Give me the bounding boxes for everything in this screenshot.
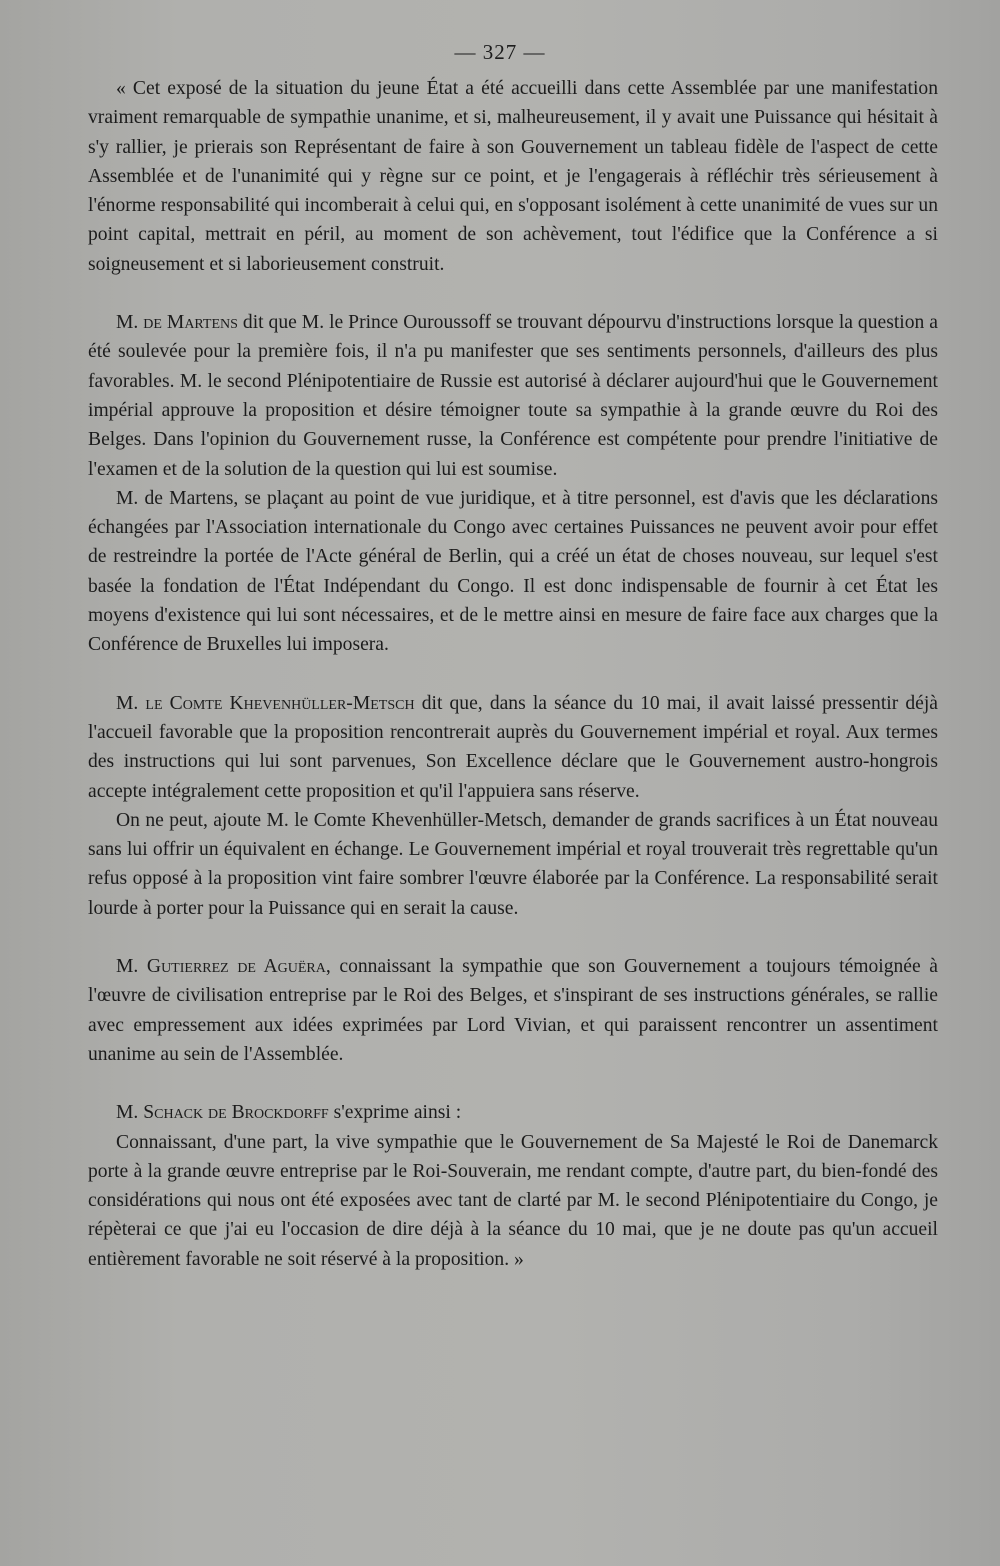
- speaker-name: M. de Martens: [116, 312, 238, 334]
- paragraph-khevenhuller-sacrifices: [88, 806, 938, 923]
- paragraph-text: Connaissant, d'une part, la vive sympathie que le Gouvernement de Sa Majesté le Roi de Danemarck porte à la grande œuvre entreprise par le Roi-Souverain, me rendant compte, d'autre part, du bien-fondé des considérations qui nous ont été exposées avec tant de clarté par M. le second Plénipotentiaire du Congo, je répèterai ce que j'ai eu l'occasion de dire déjà à la séance du 10 mai, que je ne doute pas qu'un accueil entièrement favorable ne soit réservé à la proposition. »: [88, 1131, 938, 1270]
- paragraph-text: « Cet exposé de la situation du jeune État a été accueilli dans cette Assemblée par une manifestation vraiment remarquable de sympathie unanime, et si, malheureusement, il y avait une Puissance qui hésitait à s'y rallier, je prierais son Représentant de faire à son Gouvernement un tableau fidèle de l'aspect de cette Assemblée et de l'unanimité qui y règne sur ce point, et je l'engagerais à réfléchir très sérieusement à l'énorme responsabilité qui incomberait à celui qui, en s'opposant isolément à cette unanimité de vues sur un point capital, mettrait en péril, au moment de son achèvement, tout l'édifice que la Conférence a si soigneusement et si laborieusement construit.: [88, 78, 938, 275]
- speaker-name: M. Gutierrez de Aguëra: [116, 956, 326, 978]
- speaker-name: M. le Comte Khevenhüller-Metsch: [116, 692, 415, 714]
- paragraph-de-martens: [88, 308, 938, 484]
- body-text: [88, 74, 938, 1274]
- paragraph-text: M. de Martens, se plaçant au point de vue juridique, et à titre personnel, est d'avis que les déclarations échangées par l'Association internationale du Congo avec certaines Puissances ne peuvent avoir pour effet de restreindre la portée de l'Acte général de Berlin, qui a créé un état de choses nouveau, sur lequel s'est basée la fondation de l'État Indépendant du Congo. Il est donc indispensable de fournir à cet État les moyens d'existence qui lui sont nécessaires, et de le mettre ainsi en mesure de faire face aux charges que la Conférence de Bruxelles lui imposera.: [88, 487, 938, 656]
- paragraph-text: dit que, dans la séance du 10 mai, il avait laissé pressentir déjà l'accueil favorable que la proposition rencontrerait auprès du Gouvernement impérial et royal. Aux termes des instructions qui lui sont parvenues, Son Excellence déclare que le Gouvernement austro-hongrois accepte intégralement cette proposition et qu'il l'appuiera sans réserve.: [88, 692, 939, 802]
- paragraph-text: s'exprime ainsi :: [328, 1102, 462, 1124]
- page-number: — 327 —: [454, 40, 546, 64]
- paragraph-khevenhuller: [88, 689, 938, 806]
- speaker-name: M. Schack de Brockdorff: [116, 1102, 329, 1124]
- paragraph-gutierrez: [88, 952, 938, 1069]
- paragraph-schack-intro: [88, 1098, 938, 1127]
- paragraph-text: On ne peut, ajoute M. le Comte Khevenhüller-Metsch, demander de grands sacrifices à un État nouveau sans lui offrir un équivalent en échange. Le Gouvernement impérial et royal trouverait très regrettable qu'un refus opposé à la proposition vint faire sombrer l'œuvre élaborée par la Conférence. La responsabilité serait lourde à porter pour la Puissance qui en serait la cause.: [88, 809, 938, 919]
- paragraph-de-martens-juridique: [88, 484, 938, 660]
- paragraph-schack-speech: [88, 1128, 938, 1274]
- paragraph-quote-continuation: [88, 74, 938, 279]
- paragraph-text: , connaissant la sympathie que son Gouvernement a toujours témoignée à l'œuvre de civilisation entreprise par le Roi des Belges, et s'inspirant de ses instructions générales, se rallie avec empressement aux idées exprimées par Lord Vivian, et qui paraissent rencontrer un assentiment unanime au sein de l'Assemblée.: [88, 956, 938, 1065]
- paragraph-text: dit que M. le Prince Ouroussoff se trouvant dépourvu d'instructions lorsque la question a été soulevée pour la première fois, il n'a pu manifester que ses sentiments personnels, d'ailleurs des plus favorables. M. le second Plénipotentiaire de Russie est autorisé à déclarer aujourd'hui que le Gouvernement impérial approuve la proposition et désire témoigner toute sa sympathie à la grande œuvre du Roi des Belges. Dans l'opinion du Gouvernement russe, la Conférence est compétente pour prendre l'initiative de l'examen et de la solution de la question qui lui est soumise.: [88, 312, 938, 480]
